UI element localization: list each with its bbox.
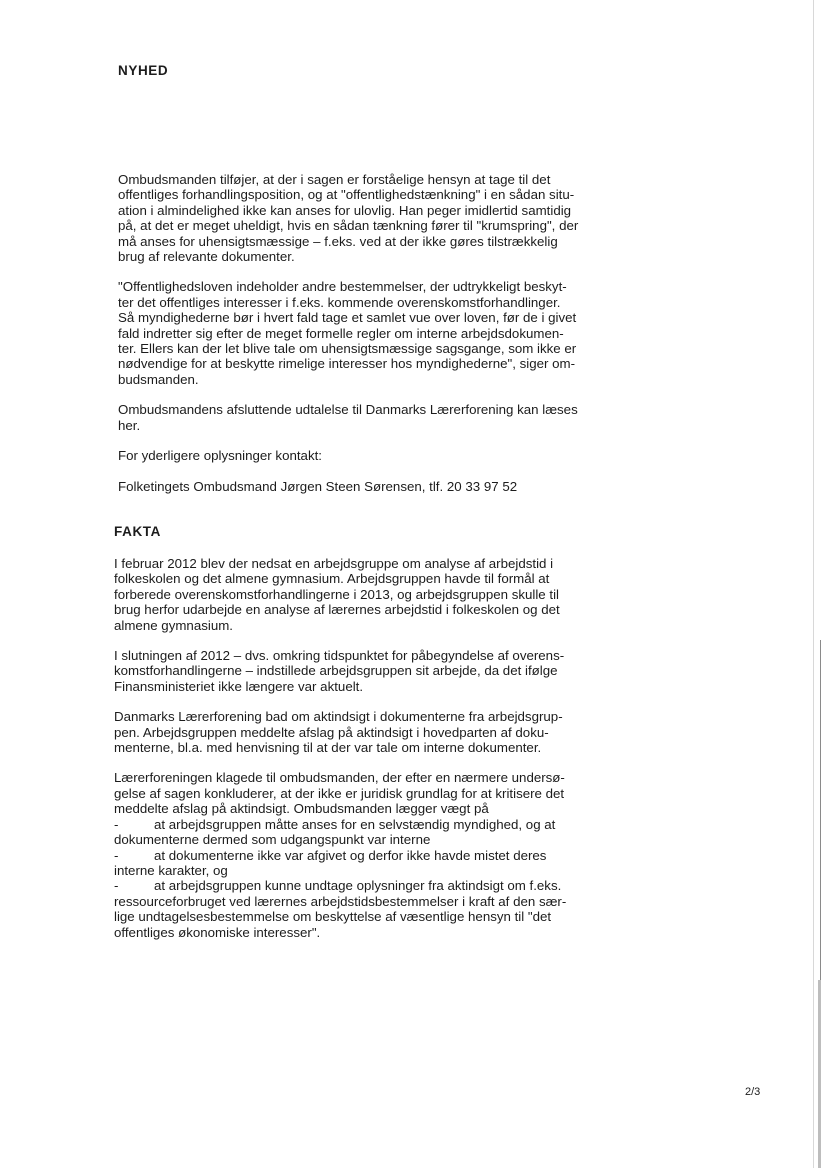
text-line [114, 832, 594, 847]
paragraph-gap [118, 264, 588, 279]
bullet-dash: - [114, 878, 119, 894]
text-line: fald indretter sig efter de meget formelle regler om interne arbejdsdokumen- [118, 325, 564, 341]
text-line: Så myndighederne bør i hvert fald tage et samlet vue over loven, før de i givet [118, 310, 577, 326]
text-line: Danmarks Lærerforening bad om aktindsigt i dokumenterne fra arbejdsgrup- [114, 709, 563, 725]
scan-edge-line [818, 980, 821, 1168]
text-line: ter. Ellers kan der let blive tale om uhensigtsmæssige sagsgange, som ikke er [118, 341, 577, 357]
text-line: brug af relevante dokumenter. [118, 249, 295, 265]
text-line: forberede overenskomstforhandlingerne i 2013, og arbejdsgruppen skulle til [114, 586, 559, 602]
list-item-text: at arbejdsgruppen måtte anses for en selvstændig myndighed, og at [154, 816, 556, 832]
list-item-text: ressourceforbruget ved lærernes arbejdstidsbestemmelser i kraft af den sær- [114, 893, 567, 909]
text-line: I februar 2012 blev der nedsat en arbejdsgruppe om analyse af arbejdstid i [114, 556, 554, 571]
paragraph-gap [118, 464, 588, 479]
text-line: Finansministeriet ikke længere var aktuelt. [114, 678, 364, 694]
text-line: menterne, bl.a. med henvisning til at der var tale om interne dokumenter. [114, 740, 542, 756]
list-item-text: dokumenterne dermed som udgangspunkt var interne [114, 832, 431, 848]
list-item-text: interne karakter, og [114, 862, 228, 878]
paragraph-gap [114, 633, 594, 648]
fakta-paragraph [114, 556, 594, 633]
paragraph-gap [118, 387, 588, 402]
text-line [114, 894, 594, 909]
list-item [114, 817, 594, 848]
text-line: gelse af sagen konkluderer, at der ikke er juridisk grundlag for at kritisere det [114, 785, 565, 801]
text-line: "Offentlighedsloven indeholder andre bestemmelser, der udtrykkeligt beskyt- [118, 279, 567, 295]
nyhed-paragraph [118, 448, 588, 463]
list-item-text: at arbejdsgruppen kunne undtage oplysninger fra aktindsigt om f.eks. [154, 878, 562, 894]
fakta-paragraph [114, 648, 594, 694]
fakta-paragraph [114, 709, 594, 755]
text-line [114, 925, 594, 940]
bullet-dash: - [114, 847, 119, 863]
text-line: komstforhandlingerne – indstillede arbejdsgruppen sit arbejde, da det ifølge [114, 663, 558, 679]
text-line: Ombudsmanden tilføjer, at der i sagen er forståelige hensyn at tage til det [118, 172, 551, 187]
text-line: pen. Arbejdsgruppen meddelte afslag på aktindsigt i hovedparten af doku- [114, 724, 549, 740]
text-line: nødvendige for at beskytte rimelige interesser hos myndighederne", siger om- [118, 356, 576, 372]
text-line: Lærerforeningen klagede til ombudsmanden, der efter en nærmere undersø- [114, 770, 565, 786]
text-line: offentliges forhandlingsposition, og at "offentlighedstænkning" i en sådan situ- [118, 187, 575, 203]
text-line: Ombudsmandens afsluttende udtalelse til Danmarks Lærerforening kan læses [118, 402, 578, 418]
text-line: folkeskolen og det almene gymnasium. Arbejdsgruppen havde til formål at [114, 571, 550, 587]
text-line: ter det offentliges interesser i f.eks. kommende overenskomstforhandlinger. [118, 294, 561, 310]
text-line: ation i almindelighed ikke kan anses for ulovlig. Han peger imidlertid samtidig [118, 202, 572, 218]
nyhed-paragraph [118, 402, 588, 433]
nyhed-paragraph [118, 279, 588, 387]
text-line: I slutningen af 2012 – dvs. omkring tidspunktet for påbegyndelse af overens- [114, 648, 565, 664]
text-line [114, 878, 594, 893]
text-line: almene gymnasium. [114, 617, 233, 633]
section-heading-nyhed: NYHED [118, 63, 169, 78]
text-line: Folketingets Ombudsmand Jørgen Steen Sørensen, tlf. 20 33 97 52 [118, 478, 518, 494]
text-line [114, 863, 594, 878]
section-heading-fakta: FAKTA [114, 524, 161, 539]
list-item-text: at dokumenterne ikke var afgivet og derfor ikke havde mistet deres [154, 847, 547, 863]
list-item-text: offentliges økonomiske interesser". [114, 924, 321, 940]
nyhed-paragraph [118, 479, 588, 494]
fakta-paragraph [114, 770, 594, 816]
nyhed-paragraph [118, 172, 588, 264]
scan-edge-line [813, 0, 814, 1168]
text-line: budsmanden. [118, 371, 199, 387]
list-item [114, 878, 594, 940]
bullet-dash: - [114, 816, 119, 832]
page-number: 2/3 [745, 1086, 761, 1098]
paragraph-gap [118, 433, 588, 448]
text-line: brug herfor udarbejde en analyse af lærernes arbejdstid i folkeskolen og det [114, 602, 560, 618]
text-line: her. [118, 417, 141, 433]
text-line [114, 909, 594, 924]
fakta-body [114, 556, 594, 940]
paragraph-gap [114, 755, 594, 770]
text-line: må anses for uhensigtsmæssige – f.eks. ved at der ikke gøres tilstrækkelig [118, 233, 558, 249]
paragraph-gap [114, 694, 594, 709]
text-line: meddelte afslag på aktindsigt. Ombudsmanden lægger vægt på [114, 801, 489, 817]
nyhed-body [118, 172, 588, 494]
list-item [114, 848, 594, 879]
list-item-text: lige undtagelsesbestemmelse om beskyttelse af væsentlige hensyn til "det [114, 909, 552, 925]
criteria-list [114, 817, 594, 940]
text-line: på, at det er meget uheldigt, hvis en sådan tænkning fører til "krumspring", der [118, 218, 579, 234]
text-line: For yderligere oplysninger kontakt: [118, 448, 322, 464]
text-line [114, 817, 594, 832]
text-line [114, 848, 594, 863]
